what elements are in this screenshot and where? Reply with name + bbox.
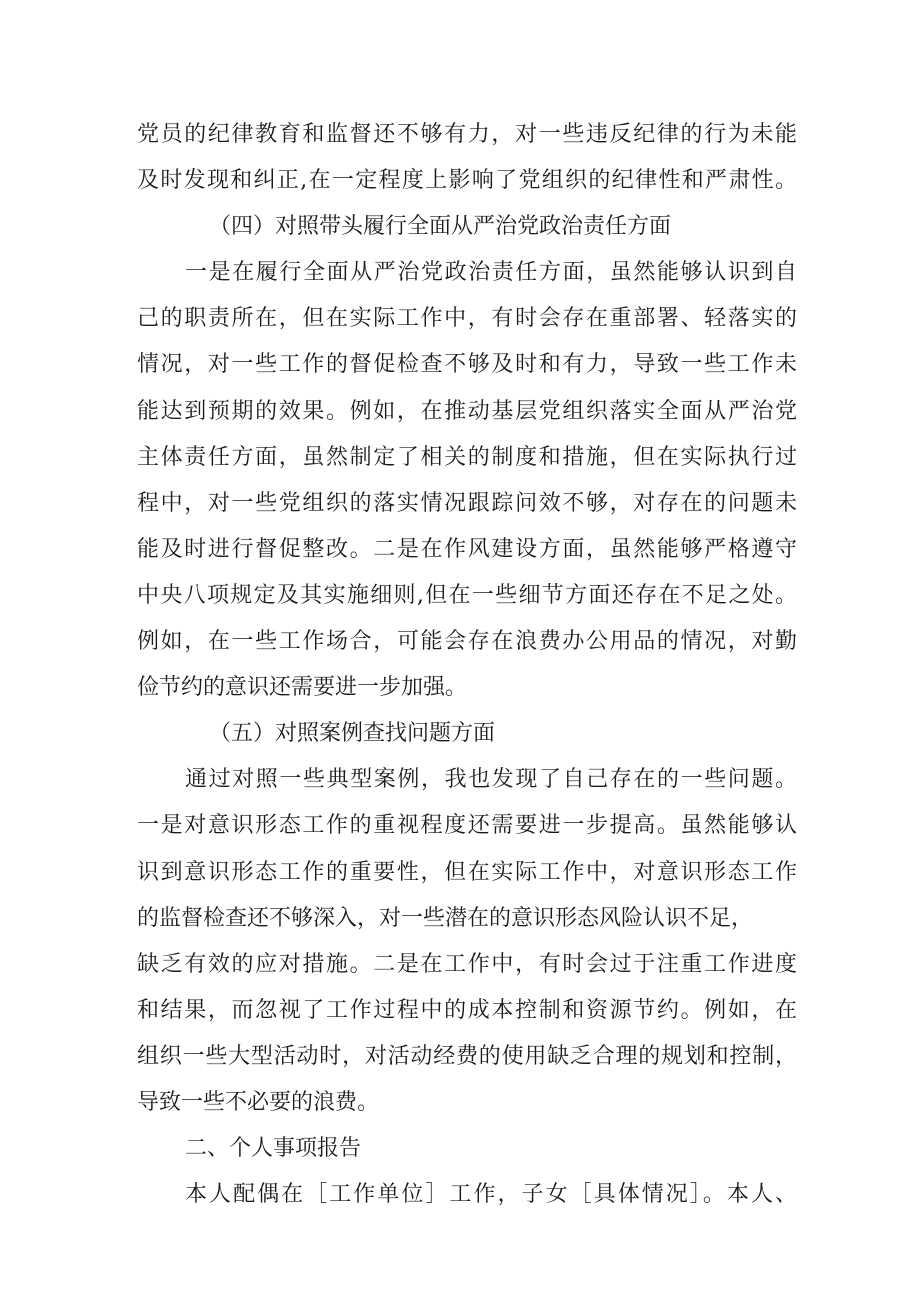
paragraph-line: 中央八项规定及其实施细则,但在一些细节方面还存在不足之处。	[137, 582, 797, 608]
document-body	[137, 112, 797, 1218]
paragraph-line: 主体责任方面，虽然制定了相关的制度和措施，但在实际执行过	[137, 444, 797, 470]
paragraph-line: 本人配偶在［工作单位］工作，子女［具体情况］。本人、	[185, 1182, 797, 1208]
section-heading-4: （四）对照带头履行全面从严治党政治责任方面	[209, 214, 672, 240]
paragraph-line: 一是在履行全面从严治党政治责任方面，虽然能够认识到自	[185, 260, 797, 286]
section-heading-5: （五）对照案例查找问题方面	[209, 721, 496, 747]
paragraph-line: 俭节约的意识还需要进一步加强。	[137, 675, 468, 701]
paragraph-line: 组织一些大型活动时，对活动经费的使用缺乏合理的规划和控制，	[137, 1043, 797, 1069]
paragraph-line: 导致一些不必要的浪费。	[137, 1089, 380, 1115]
paragraph-line: 能及时进行督促整改。二是在作风建设方面，虽然能够严格遵守	[137, 536, 797, 562]
paragraph-line: 程中，对一些党组织的落实情况跟踪问效不够，对存在的问题未	[137, 490, 797, 516]
paragraph-line: 情况，对一些工作的督促检查不够及时和有力，导致一些工作未	[137, 352, 797, 378]
paragraph-line: 及时发现和纠正,在一定程度上影响了党组织的纪律性和严肃性。	[137, 168, 797, 194]
paragraph-line: 能达到预期的效果。例如，在推动基层党组织落实全面从严治党	[137, 398, 797, 424]
paragraph-line: 的监督检查还不够深入，对一些潜在的意识形态风险认识不足，	[137, 905, 754, 931]
paragraph-line: 缺乏有效的应对措施。二是在工作中，有时会过于注重工作进度	[137, 951, 797, 977]
paragraph-line: 己的职责所在，但在实际工作中，有时会存在重部署、轻落实的	[137, 306, 797, 332]
paragraph-line: 党员的纪律教育和监督还不够有力，对一些违反纪律的行为未能	[137, 122, 797, 147]
section-heading-2: 二、个人事项报告	[185, 1136, 362, 1162]
paragraph-line: 通过对照一些典型案例，我也发现了自己存在的一些问题。	[185, 767, 797, 793]
paragraph-line: 例如，在一些工作场合，可能会存在浪费办公用品的情况，对勤	[137, 629, 797, 655]
paragraph-line: 一是对意识形态工作的重视程度还需要进一步提高。虽然能够认	[137, 813, 797, 839]
paragraph-line: 和结果，而忽视了工作过程中的成本控制和资源节约。例如，在	[137, 997, 797, 1023]
paragraph-line: 识到意识形态工作的重要性，但在实际工作中，对意识形态工作	[137, 859, 797, 885]
